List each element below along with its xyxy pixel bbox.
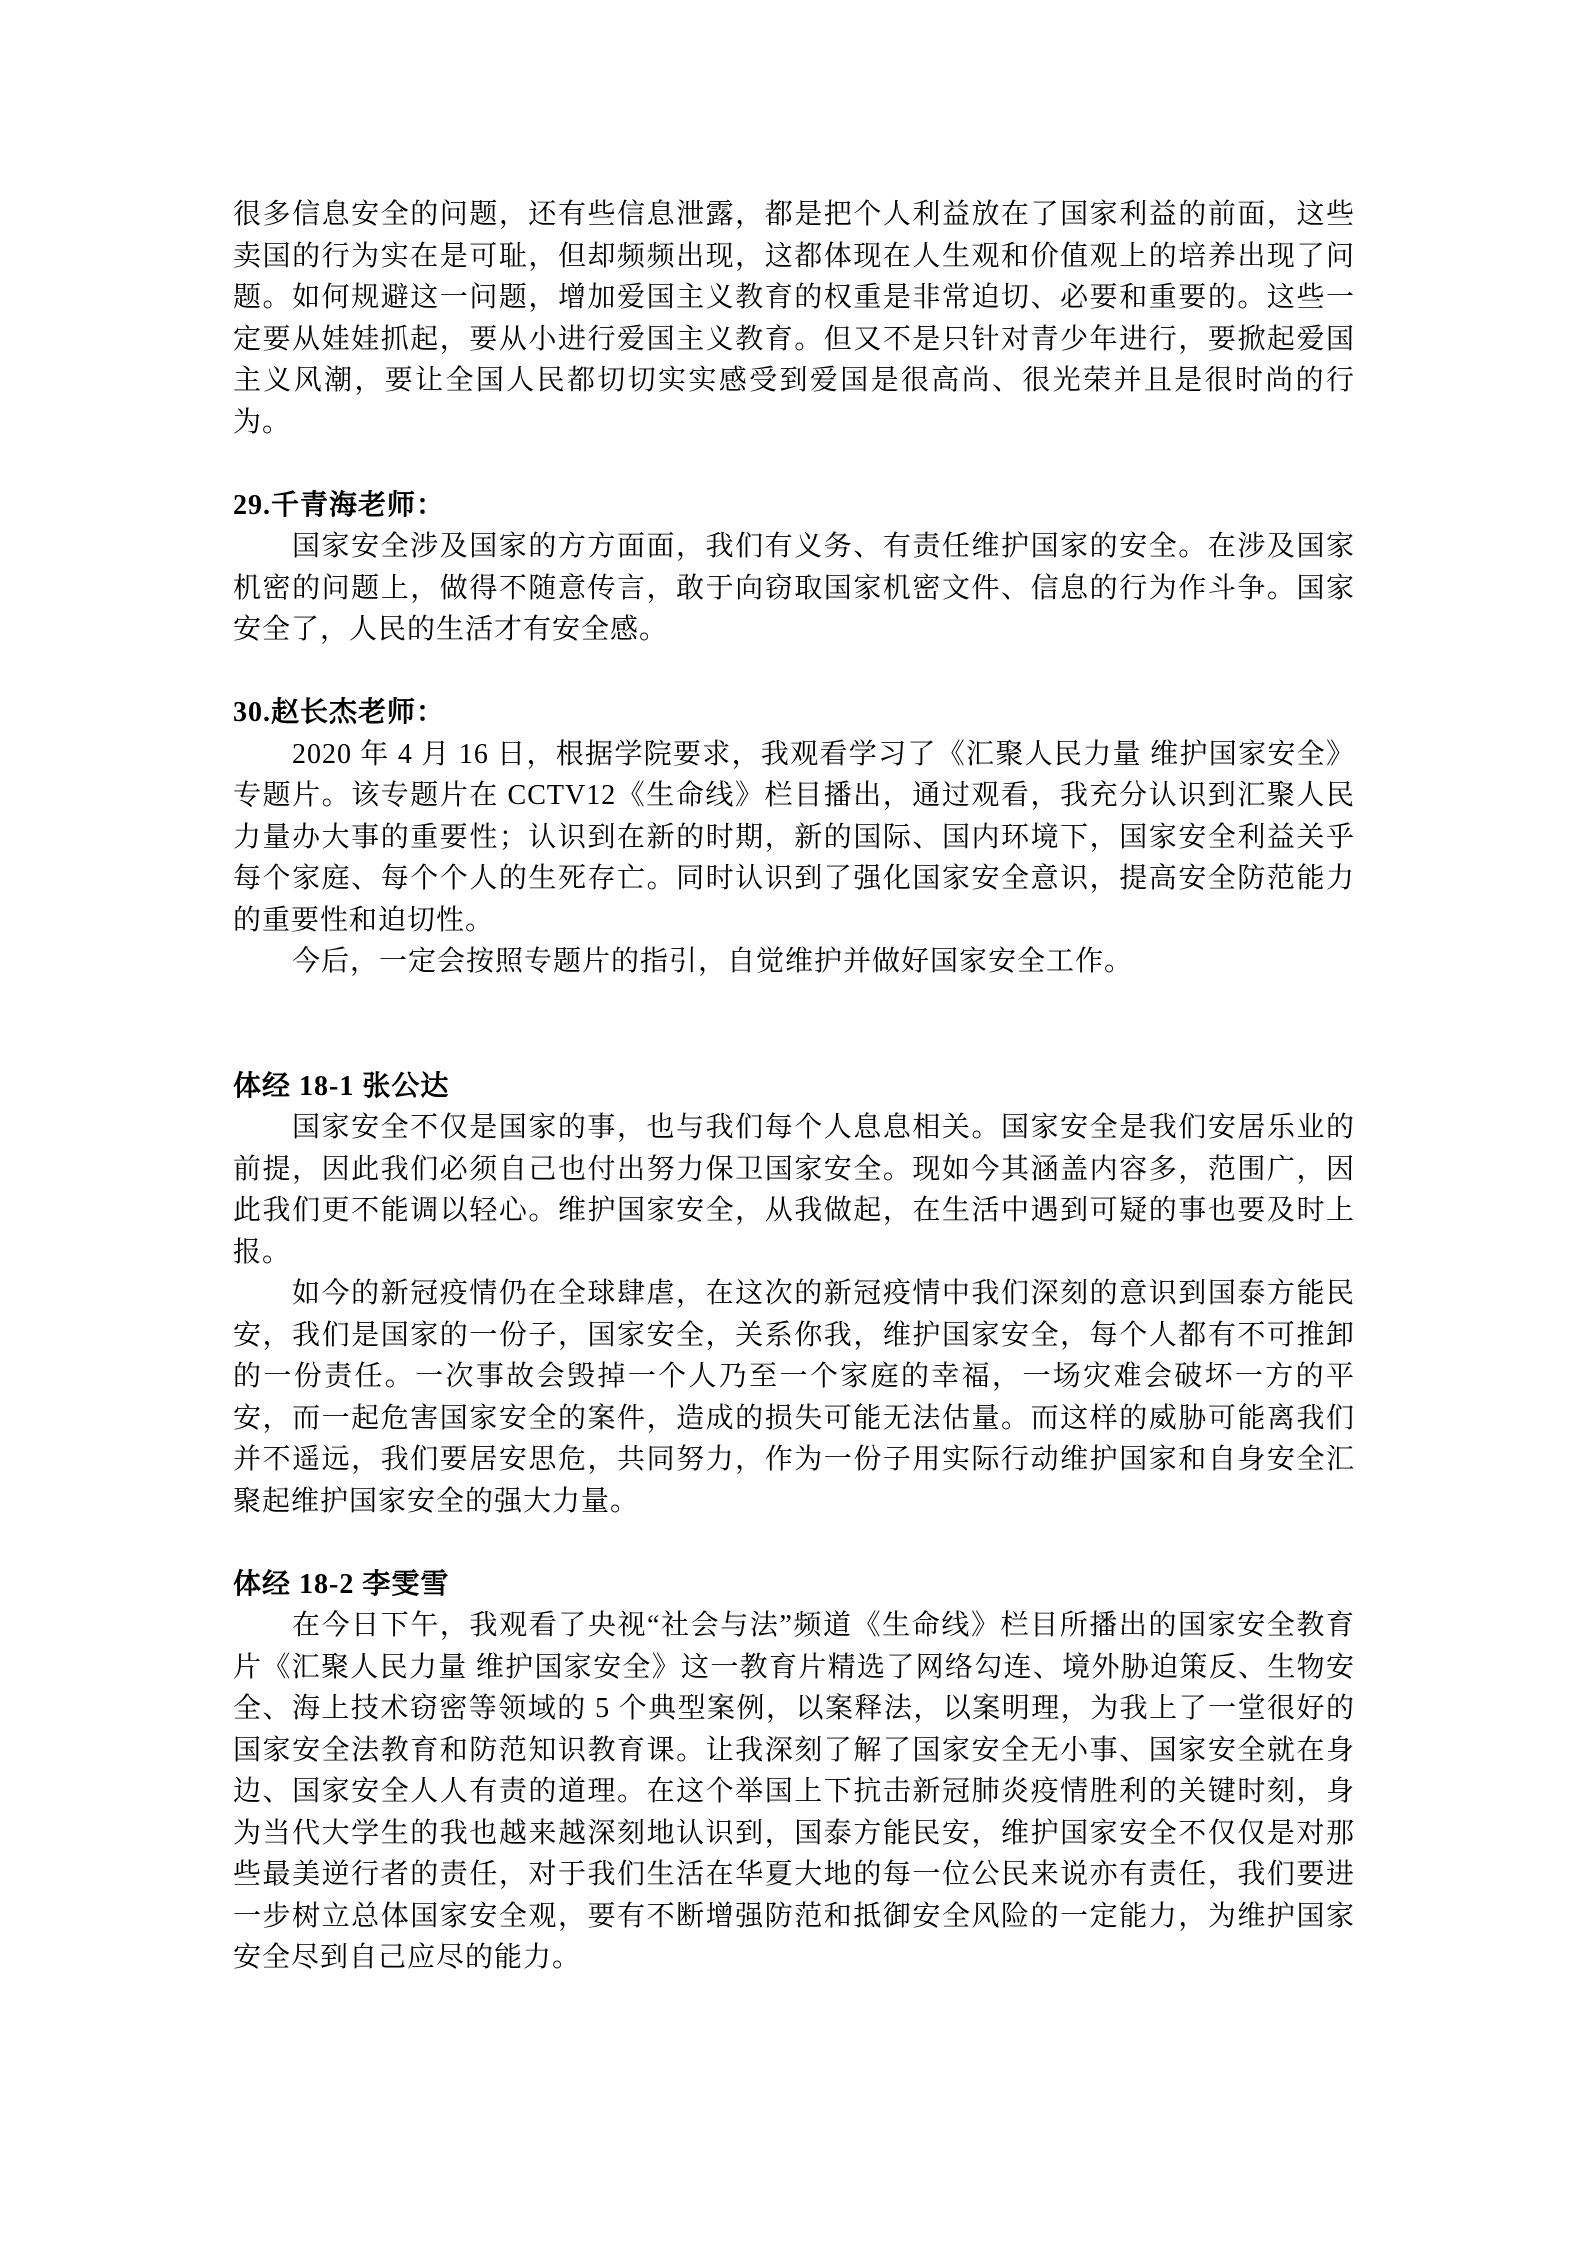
heading-teacher-30: 30.赵长杰老师：: [233, 697, 446, 728]
paragraph-student-18-1-part2: 如今的新冠疫情仍在全球肆虐，在这次的新冠疫情中我们深刻的意识到国泰方能民安，我们是国家的一份子，国家安全，关系你我，维护国家安全，每个人都有不可推卸的一份责任。一次事故会毁掉一个人乃至一个家庭的幸福，一场灾难会破坏一方的平安，而一起危害国家安全的案件，造成的损失可能无法估量。而这样的威胁可能离我们并不遥远，我们要居安思危，共同努力，作为一份子用实际行动维护国家和自身安全汇聚起维护国家安全的强大力量。: [233, 1278, 1355, 1517]
heading-student-18-1: 体经 18-1 张公达: [233, 1070, 450, 1102]
blank-line: [233, 443, 1355, 485]
document-text-area: [233, 194, 1355, 1979]
blank-line: [233, 1522, 1355, 1564]
paragraph-teacher-29: 国家安全涉及国家的方方面面，我们有义务、有责任维护国家的安全。在涉及国家机密的问题上，做得不随意传言，敢于向窃取国家机密文件、信息的行为作斗争。国家安全了，人民的生活才有安全感。: [233, 531, 1355, 645]
paragraph-teacher-30-part2: 今后，一定会按照专题片的指引，自觉维护并做好国家安全工作。: [292, 946, 1134, 977]
blank-lines: [233, 983, 1355, 1066]
heading-teacher-29: 29.千青海老师：: [233, 489, 446, 521]
paragraph-continuation-patriotism: 很多信息安全的问题，还有些信息泄露，都是把个人利益放在了国家利益的前面，这些卖国的行为实在是可耻，但却频频出现，这都体现在人生观和价值观上的培养出现了问题。如何规避这一问题，增加爱国主义教育的权重是非常迫切、必要和重要的。这些一定要从娃娃抓起，要从小进行爱国主义教育。但又不是只针对青少年进行，要掀起爱国主义风潮，要让全国人民都切切实实感受到爱国是很高尚、很光荣并且是很时尚的行为。: [233, 199, 1355, 438]
paragraph-teacher-30-part1: 2020 年 4 月 16 日，根据学院要求，我观看学习了《汇聚人民力量 维护国家安全》专题片。该专题片在 CCTV12《生命线》栏目播出，通过观看，我充分认识到汇聚人民力量办大事的重要性；认识到在新的时期，新的国际、国内环境下，国家安全利益关乎每个家庭、每个个人的生死存亡。同时认识到了强化国家安全意识，提高安全防范能力的重要性和迫切性。: [233, 738, 1355, 936]
heading-student-18-2: 体经 18-2 李雯雪: [233, 1568, 450, 1600]
paragraph-student-18-1-part1: 国家安全不仅是国家的事，也与我们每个人息息相关。国家安全是我们安居乐业的前提，因此我们必须自己也付出努力保卫国家安全。现如今其涵盖内容多，范围广，因此我们更不能调以轻心。维护国家安全，从我做起，在生活中遇到可疑的事也要及时上报。: [233, 1112, 1355, 1268]
blank-line: [233, 651, 1355, 693]
paragraph-student-18-2: 在今日下午，我观看了央视“社会与法”频道《生命线》栏目所播出的国家安全教育片《汇聚人民力量 维护国家安全》这一教育片精选了网络勾连、境外胁迫策反、生物安全、海上技术窃密等领域的 5 个典型案例，以案释法，以案明理，为我上了一堂很好的国家安全法教育和防范知识教育课。让我深刻了解了国家安全无小事、国家安全就在身边、国家安全人人有责的道理。在这个举国上下抗击新冠肺炎疫情胜利的关键时刻，身为当代大学生的我也越来越深刻地认识到，国泰方能民安，维护国家安全不仅仅是对那些最美逆行者的责任，对于我们生活在华夏大地的每一位公民来说亦有责任，我们要进一步树立总体国家安全观，要有不断增强防范和抵御安全风险的一定能力，为维护国家安全尽到自己应尽的能力。: [233, 1610, 1355, 1973]
